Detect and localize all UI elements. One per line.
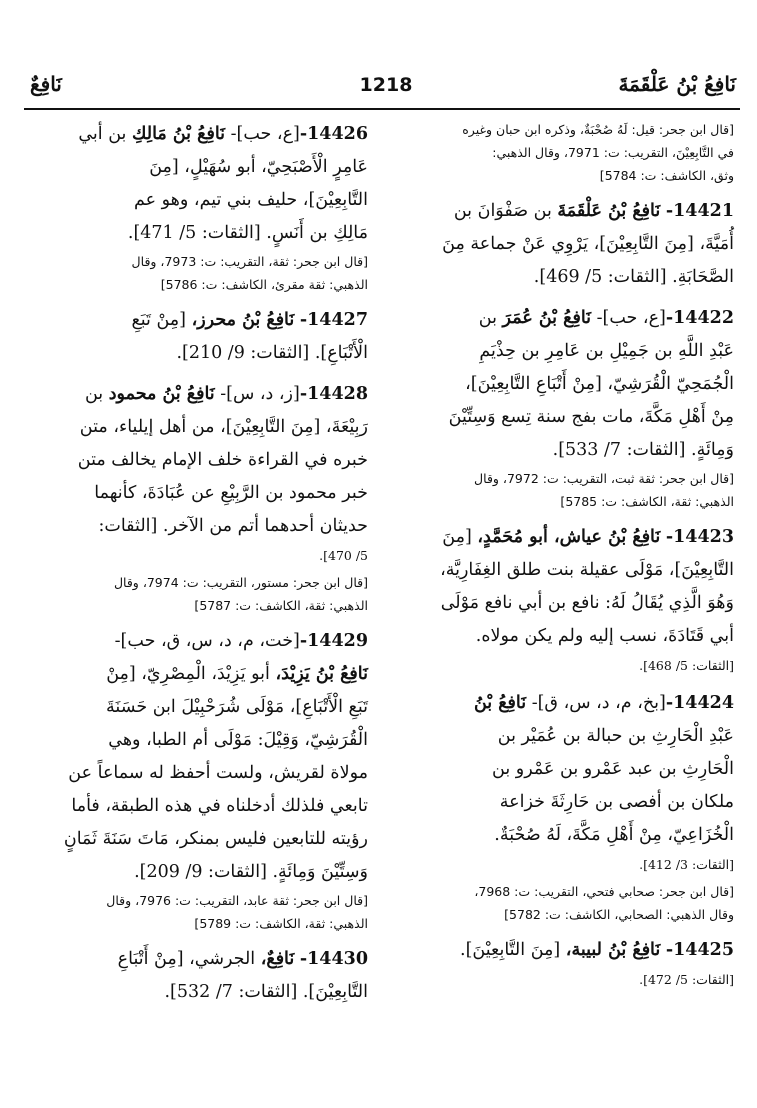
top-note [382, 118, 734, 187]
note-line: [قال ابن جحر: ثقة عابد، التقريب: ت: 7976، وقال [106, 893, 368, 908]
entry-line: الْجُمَحِيّ الْقُرَشِيّ، [مِنْ أَتْبَاعِ التَّابِعِيْنَ]، [465, 374, 734, 394]
entry-number: 14421- [665, 201, 734, 221]
entry-line: الْحَارِثِ بن عبد عَمْرو بن عَمْرو بن [492, 759, 734, 779]
entry-number: 14426- [299, 124, 368, 144]
note-line: وثق، الكاشف: ت: 5784] [599, 168, 734, 183]
entry-text: بن صَفْوَانَ بن [453, 201, 552, 221]
entry-name: نَافِعُ بْنُ محمود [108, 384, 215, 404]
source-ref: [الثقات: 5/ 468]. [639, 658, 734, 673]
running-title-right: نَافِعُ بْنُ عَلْقَمَةَ [618, 72, 736, 96]
entry-line: الصَّحَابَةِ. [الثقات: 5/ 469]. [533, 267, 734, 287]
entry-text: الجرشي، [مِنْ أَتْبَاعِ [117, 949, 256, 969]
entry-line [382, 687, 734, 720]
source-ref: [الثقات: 3/ 412]. [639, 857, 734, 872]
entry-text: بن أبي [78, 124, 127, 144]
entry-text: [مِنَ [442, 527, 472, 547]
entry-line: الْأَتْبَاعِ]. [الثقات: 9/ 210]. [176, 343, 368, 363]
entry-14423 [382, 521, 734, 679]
entry-14429 [28, 625, 368, 935]
entry-text: أبو يَزِيْدَ، الْمِصْرِيّ، [مِنْ [106, 664, 270, 684]
entry-number: 14429- [299, 631, 368, 651]
entry-14422 [382, 302, 734, 513]
entry-name: نَافِعُ بْنُ [473, 693, 527, 713]
entry-line [382, 521, 734, 554]
right-column [382, 118, 734, 1001]
note-line: الذهبي: ثقة، الكاشف: ت: 5787] [194, 598, 368, 613]
entry-number: 14427- [299, 310, 368, 330]
entry-line: وَمِائَةٍ. [الثقات: 7/ 533]. [552, 440, 734, 460]
entry-line [382, 934, 734, 967]
entry-line [28, 943, 368, 976]
entry-codes: [خت، م، د، س، ق، حب]- [114, 631, 300, 651]
note-line: الذهبي: ثقة مقرئ، الكاشف: ت: 5786] [160, 277, 368, 292]
entry-14428 [28, 378, 368, 617]
entry-14427 [28, 304, 368, 370]
entry-line: التَّابِعِيْنَ]، حليف بني تيم، وهو عم [133, 190, 368, 210]
entry-line [382, 302, 734, 335]
entry-line: عَبْدِ اللَّهِ بن جَمِيْلِ بن عَامِرِ بن حِذْيَمِ [479, 341, 734, 361]
entry-number: 14425- [665, 940, 734, 960]
entry-text: بن [478, 308, 497, 328]
note-line: [قال ابن جحر: قيل: لَهُ صُحْبَةٌ، وذكره ابن حبان وغيره [462, 122, 734, 137]
entry-line [382, 195, 734, 228]
entry-line: أبي قَتَادَةَ، نسب إليه ولم يكن مولاه. [475, 626, 734, 646]
source-ref: [الثقات: 5/ 472]. [639, 972, 734, 987]
entry-line: الْخُزَاعِيّ، مِنْ أَهْلِ مَكَّةَ، لَهُ صُحْبَةٌ. [494, 825, 734, 845]
running-title-left: نَافِعٌ [30, 72, 62, 96]
entry-line: مولاة لقريش، ولست أحفظ له سماعاً عن [68, 763, 368, 783]
entry-name: نَافِعُ بْنُ محرز، [191, 310, 295, 330]
entry-line: تَبَعِ الْأَتْبَاعِ]، مَوْلَى شُرَحْبِيْلَ ابن حَسَنَةَ [106, 697, 368, 717]
entry-name: نَافِعُ بْنُ عَلْقَمَةَ [557, 201, 661, 221]
entry-text: بن [84, 384, 104, 404]
entry-codes: [بخ، م، د، س، ق]- [531, 693, 666, 713]
entry-line: مَالِكِ بن أَنَسٍ. [الثقات: 5/ 471]. [127, 223, 368, 243]
note-line: الذهبي: ثقة، الكاشف: ت: 5789] [194, 916, 368, 931]
left-column [28, 118, 368, 1017]
entry-number: 14424- [665, 693, 734, 713]
entry-name: نَافِعٌ، [260, 949, 295, 969]
entry-line: حديثان أحدهما أتم من الآخر. [الثقات: [98, 516, 368, 536]
entry-line: التَّابِعِيْنَ]، مَوْلَى عقيلة بنت طلق الغِفَارِيَّة، [440, 560, 734, 580]
entry-line [28, 658, 368, 691]
entry-line [28, 378, 368, 411]
entry-codes: [ع، حب]- [230, 124, 300, 144]
entry-line: التَّابِعِيْنَ]. [الثقات: 7/ 532]. [164, 982, 368, 1002]
entry-number: 14422- [665, 308, 734, 328]
entry-14424 [382, 687, 734, 926]
entry-line [28, 625, 368, 658]
entry-line: رؤيته للتابعين فليس بمنكر، مَاتَ سَنَةَ ثَمَانٍ [63, 829, 368, 849]
entry-line: خبر محمود بن الرَّبِيْعِ عن عُبَادَةَ، كأنهما [94, 483, 368, 503]
entry-line [28, 118, 368, 151]
entry-14426 [28, 118, 368, 296]
note-line: [قال ابن جحر: ثقة ثبت، التقريب: ت: 7972، وقال [474, 471, 734, 486]
entry-line: عَبْدِ الْحَارِثِ بن حبالة بن عُمَيْر بن [497, 726, 734, 746]
entry-line: مِنْ أَهْلِ مَكَّةَ، مات بفج سنة تِسع وَسِتِّيْنَ [448, 407, 734, 427]
entry-line: تابعي فلذلك أدخلناه في هذه الطبقة، فأما [71, 796, 368, 816]
entry-number: 14423- [665, 527, 734, 547]
entry-line: رَبِيْعَةَ، [مِنَ التَّابِعِيْنَ]، من أهل إيلياء، متن [79, 417, 368, 437]
entry-name: نَافِعُ بْنُ يَزِيْدَ، [275, 664, 368, 684]
entry-line: الْقُرَشِيّ، وَقِيْلَ: مَوْلَى أم الطبا، وهي [108, 730, 368, 750]
note-line: الذهبي: ثقة، الكاشف: ت: 5785] [560, 494, 734, 509]
header-rule [24, 108, 740, 110]
note-line: [قال ابن جحر: مستور، التقريب: ت: 7974، وقال [113, 575, 368, 590]
source-ref: 5/ 470]. [319, 548, 368, 563]
note-line: في التَّابِعِيْنَ، التقريب: ت: 7971، وقال الذهبي: [492, 145, 734, 160]
entry-name: نَافِعُ بْنُ عُمَرَ [502, 308, 592, 328]
note-line: [قال ابن جحر: ثقة، التقريب: ت: 7973، وقال [131, 254, 368, 269]
page-header [24, 70, 736, 104]
entry-name: نَافِعُ بْنُ مَالِكِ [131, 124, 226, 144]
entry-14421 [382, 195, 734, 294]
entry-line: أُمَيَّةَ، [مِنَ التَّابِعِيْنَ]، يَرْوِي عَنْ جماعة مِنَ [442, 234, 734, 254]
entry-text: [مِنَ التَّابِعِيْنَ]. [460, 940, 561, 960]
note-line: وقال الذهبي: الصحابي، الكاشف: ت: 5782] [504, 907, 734, 922]
entry-number: 14428- [299, 384, 368, 404]
entry-number: 14430- [299, 949, 368, 969]
entry-line: ملكان بن أفصى بن حَارِثَةَ خزاعة [499, 792, 734, 812]
entry-line: وَسِتِّيْنَ وَمِائَةٍ. [الثقات: 9/ 209]. [134, 862, 368, 882]
entry-line: وَهُوَ الَّذِي يُقَالُ لَهُ: نافع بن أبي نافع مَوْلَى [440, 593, 734, 613]
entry-line [28, 304, 368, 337]
entry-name: نَافِعُ بْنُ لبيبة، [565, 940, 661, 960]
entry-codes: [ع، حب]- [596, 308, 666, 328]
entry-codes: [ز، د، س]- [220, 384, 300, 404]
page-number: 1218 [359, 74, 413, 96]
entry-line: عَامِرٍ الْأَصْبَحِيّ، أبو سُهَيْلٍ، [مِنَ [149, 157, 368, 177]
entry-name: نَافِعُ بْنُ عياش، أبو مُحَمَّدٍ، [477, 527, 661, 547]
entry-text: [مِنْ تَبَعِ [131, 310, 186, 330]
entry-14430 [28, 943, 368, 1009]
entry-14425 [382, 934, 734, 993]
entry-line: خبره في القراءة خلف الإمام يخالف متن [77, 450, 368, 470]
note-line: [قال ابن جحر: صحابي فتحي، التقريب: ت: 7968، [474, 884, 734, 899]
